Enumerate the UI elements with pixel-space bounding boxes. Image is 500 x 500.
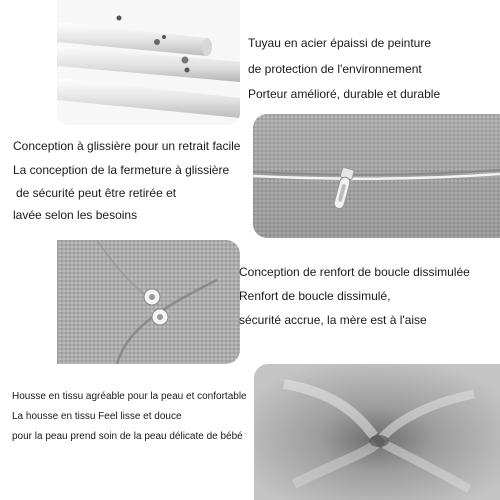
tube-feature-line-3: Porteur amélioré, durable et durable xyxy=(248,87,441,101)
buckle-feature-line-3: sécurité accrue, la mère est à l'aise xyxy=(239,313,427,327)
buckle-feature-line-2: Renfort de boucle dissimulé, xyxy=(239,289,391,303)
zipper-photo xyxy=(253,114,500,238)
tube-feature-line-1: Tuyau en acier épaissi de peinture xyxy=(248,36,431,50)
steel-tube-photo xyxy=(57,0,240,125)
buckle-illustration xyxy=(57,240,240,364)
zipper-feature-line-2: La conception de la fermeture à glissière xyxy=(13,163,230,177)
fabric-photo xyxy=(254,364,500,500)
fabric-feature-line-3: pour la peau prend soin de la peau délicate de bébé xyxy=(12,431,243,442)
zipper-illustration xyxy=(253,114,500,238)
fabric-illustration xyxy=(254,364,500,500)
zipper-feature-line-4: lavée selon les besoins xyxy=(13,208,138,222)
zipper-feature-line-1: Conception à glissière pour un retrait facile xyxy=(13,139,241,153)
fabric-feature-line-1: Housse en tissu agréable pour la peau et confortable xyxy=(12,391,247,402)
buckle-feature-line-1: Conception de renfort de boucle dissimulée xyxy=(239,265,470,279)
steel-tube-illustration xyxy=(57,0,240,125)
fabric-feature-line-2: La housse en tissu Feel lisse et douce xyxy=(12,411,182,422)
buckle-photo xyxy=(57,240,240,364)
tube-feature-line-2: de protection de l'environnement xyxy=(248,62,422,76)
zipper-feature-line-3: de sécurité peut être retirée et xyxy=(16,186,177,200)
